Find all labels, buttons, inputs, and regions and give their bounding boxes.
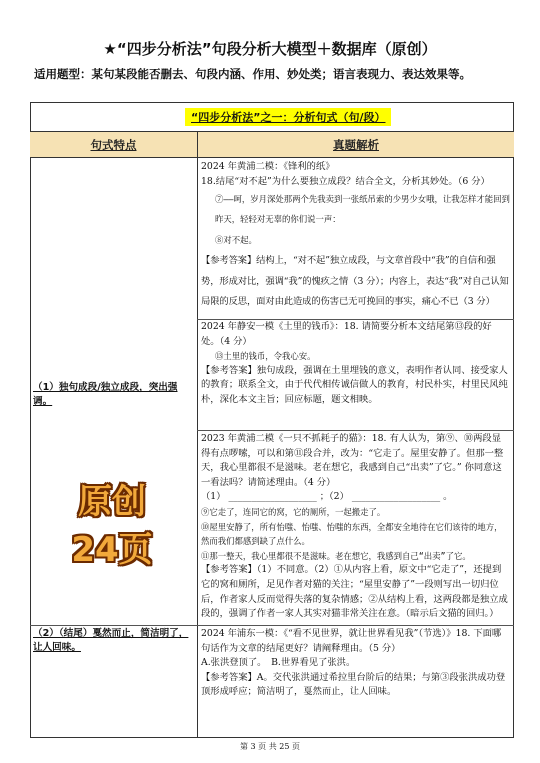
section-label: “四步分析法”之一：分析句式（句/段） xyxy=(185,108,391,126)
entry-question: 18.结尾“对不起”为什么要独立成段？结合全文，分析其妙处。（6 分） xyxy=(201,175,490,187)
column-divider xyxy=(197,132,198,738)
entry-quote: ⑩屋里安静了，所有怡嗤、怡嗤、怡嗤的东西，全都安全地待在它们该待的地方，然而我们都感到缺了点什么。 xyxy=(201,521,503,547)
entry-source: 2023 年黄浦二模《一只不抓耗子的猫》：18. 有人认为，第⑨、⑩两段显得有点啰嗦，可以和第⑪段合并，改为：“它走了。屋里安静了。但那一整天，我心里都很不是滋味。老在想它，我感到自己“出卖”了它。” 你同意这一看法吗？请简述理由。（4 分） xyxy=(201,433,504,488)
entry-quote: ⑨它走了，连同它的窝，它的厕所，一起搬走了。 xyxy=(201,506,386,517)
column-header-analysis-label: 真题解析 xyxy=(333,138,379,152)
page-number: 第 3 页 共 25 页 xyxy=(240,742,300,751)
example-entry-4 xyxy=(201,627,510,700)
column-header-features xyxy=(30,132,197,158)
example-entry-1 xyxy=(201,160,510,313)
stamp-line-2: 24页 xyxy=(71,530,153,570)
stamp-line-1: 原创 xyxy=(78,482,146,522)
entry-source: 2024 年浦东一模：《“看不见世界，就让世界看见我”（节选）》18. 下面哪句话作为文章的结尾更好？请阐释理由。（5 分） xyxy=(201,628,502,654)
row-divider xyxy=(197,430,514,431)
reference-answer: 【参考答案】A。交代张洪通过希拉里台阶后的结果；与第③段张洪成功登顶形成呼应；简洁明了，戛然而止，让人回味。 xyxy=(201,671,506,698)
reference-answer: 【参考答案】结构上，“对不起”独立成段，与文章首段中“我”的自信和强势，形成对比，强调“我”的愧疚之情（3 分）；内容上，表达“我”对自己认知局限的反思，面对由此造成的伤害已无可挽回的事实，痛心不已（3 分） xyxy=(201,255,509,308)
applicable-question-types: 适用题型：某句某段能否删去、句段内涵、作用、妙处类；语言表现力、表达效果等。 xyxy=(34,67,471,81)
entry-options: A.张洪登顶了。 B.世界看见了张洪。 xyxy=(201,657,356,669)
answer-blanks: （1） ___________________ ；（2） ___________________ 。 xyxy=(201,491,453,503)
entry-source: 2024 年静安一模《土里的钱币》：18. 请简要分析本文结尾第⑬段的好处。（4 分） xyxy=(201,321,492,347)
column-header-analysis xyxy=(198,132,514,158)
example-entry-2 xyxy=(201,320,510,408)
sentence-feature-1: （1）独句成段/独立成段，突出强调。 xyxy=(33,382,178,407)
entry-source: 2024 年黄浦二模：《锋利的纸》 xyxy=(201,161,335,172)
reference-answer: 【参考答案】（1）不同意。（2）①从内容上看，原文中“它走了”，还提到它的窝和厕所，足见作者对猫的关注；“屋里安静了”一段则写出一切归位后，作者家人反而觉得失落的复杂情感；②从结构上看，这两段都是独立成段的，强调了作者一家人其实对猫非常关注在意。（暗示后文猫的回归。） xyxy=(201,564,508,620)
section-header-row xyxy=(30,102,514,132)
entry-quote: ⑬土里的钱币，令我心安。 xyxy=(215,351,316,362)
row-divider xyxy=(30,625,514,626)
document-title: ★“四步分析法”句段分析大模型＋数据库（原创） xyxy=(103,40,437,58)
column-header-features-label: 句式特点 xyxy=(90,138,137,152)
reference-answer: 【参考答案】独句成段，强调在土里埋钱的意义，表明作者认同、接受家人的教育；联系全文，由于代代相传诚信做人的教育，村民朴实，村里民风纯朴，深化本文主旨；回应标题，题文相映。 xyxy=(201,364,508,405)
entry-quote: ⑦——呵，岁月深处那两个先我卖到一张纸吊索的少男少女哦，让我怎样才能回到昨天，轻轻对无辜的你们说一声： xyxy=(215,194,510,225)
entry-quote: ⑪那一整天，我心里都很不是滋味。老在想它，我感到自己“出卖”了它。 xyxy=(201,550,471,561)
example-entry-3 xyxy=(201,432,510,622)
entry-quote: ⑧对不起。 xyxy=(215,235,257,246)
sentence-feature-2: （2）（结尾）戛然而止，简洁明了，让人回味。 xyxy=(33,628,189,653)
original-24-pages-stamp xyxy=(57,478,167,574)
